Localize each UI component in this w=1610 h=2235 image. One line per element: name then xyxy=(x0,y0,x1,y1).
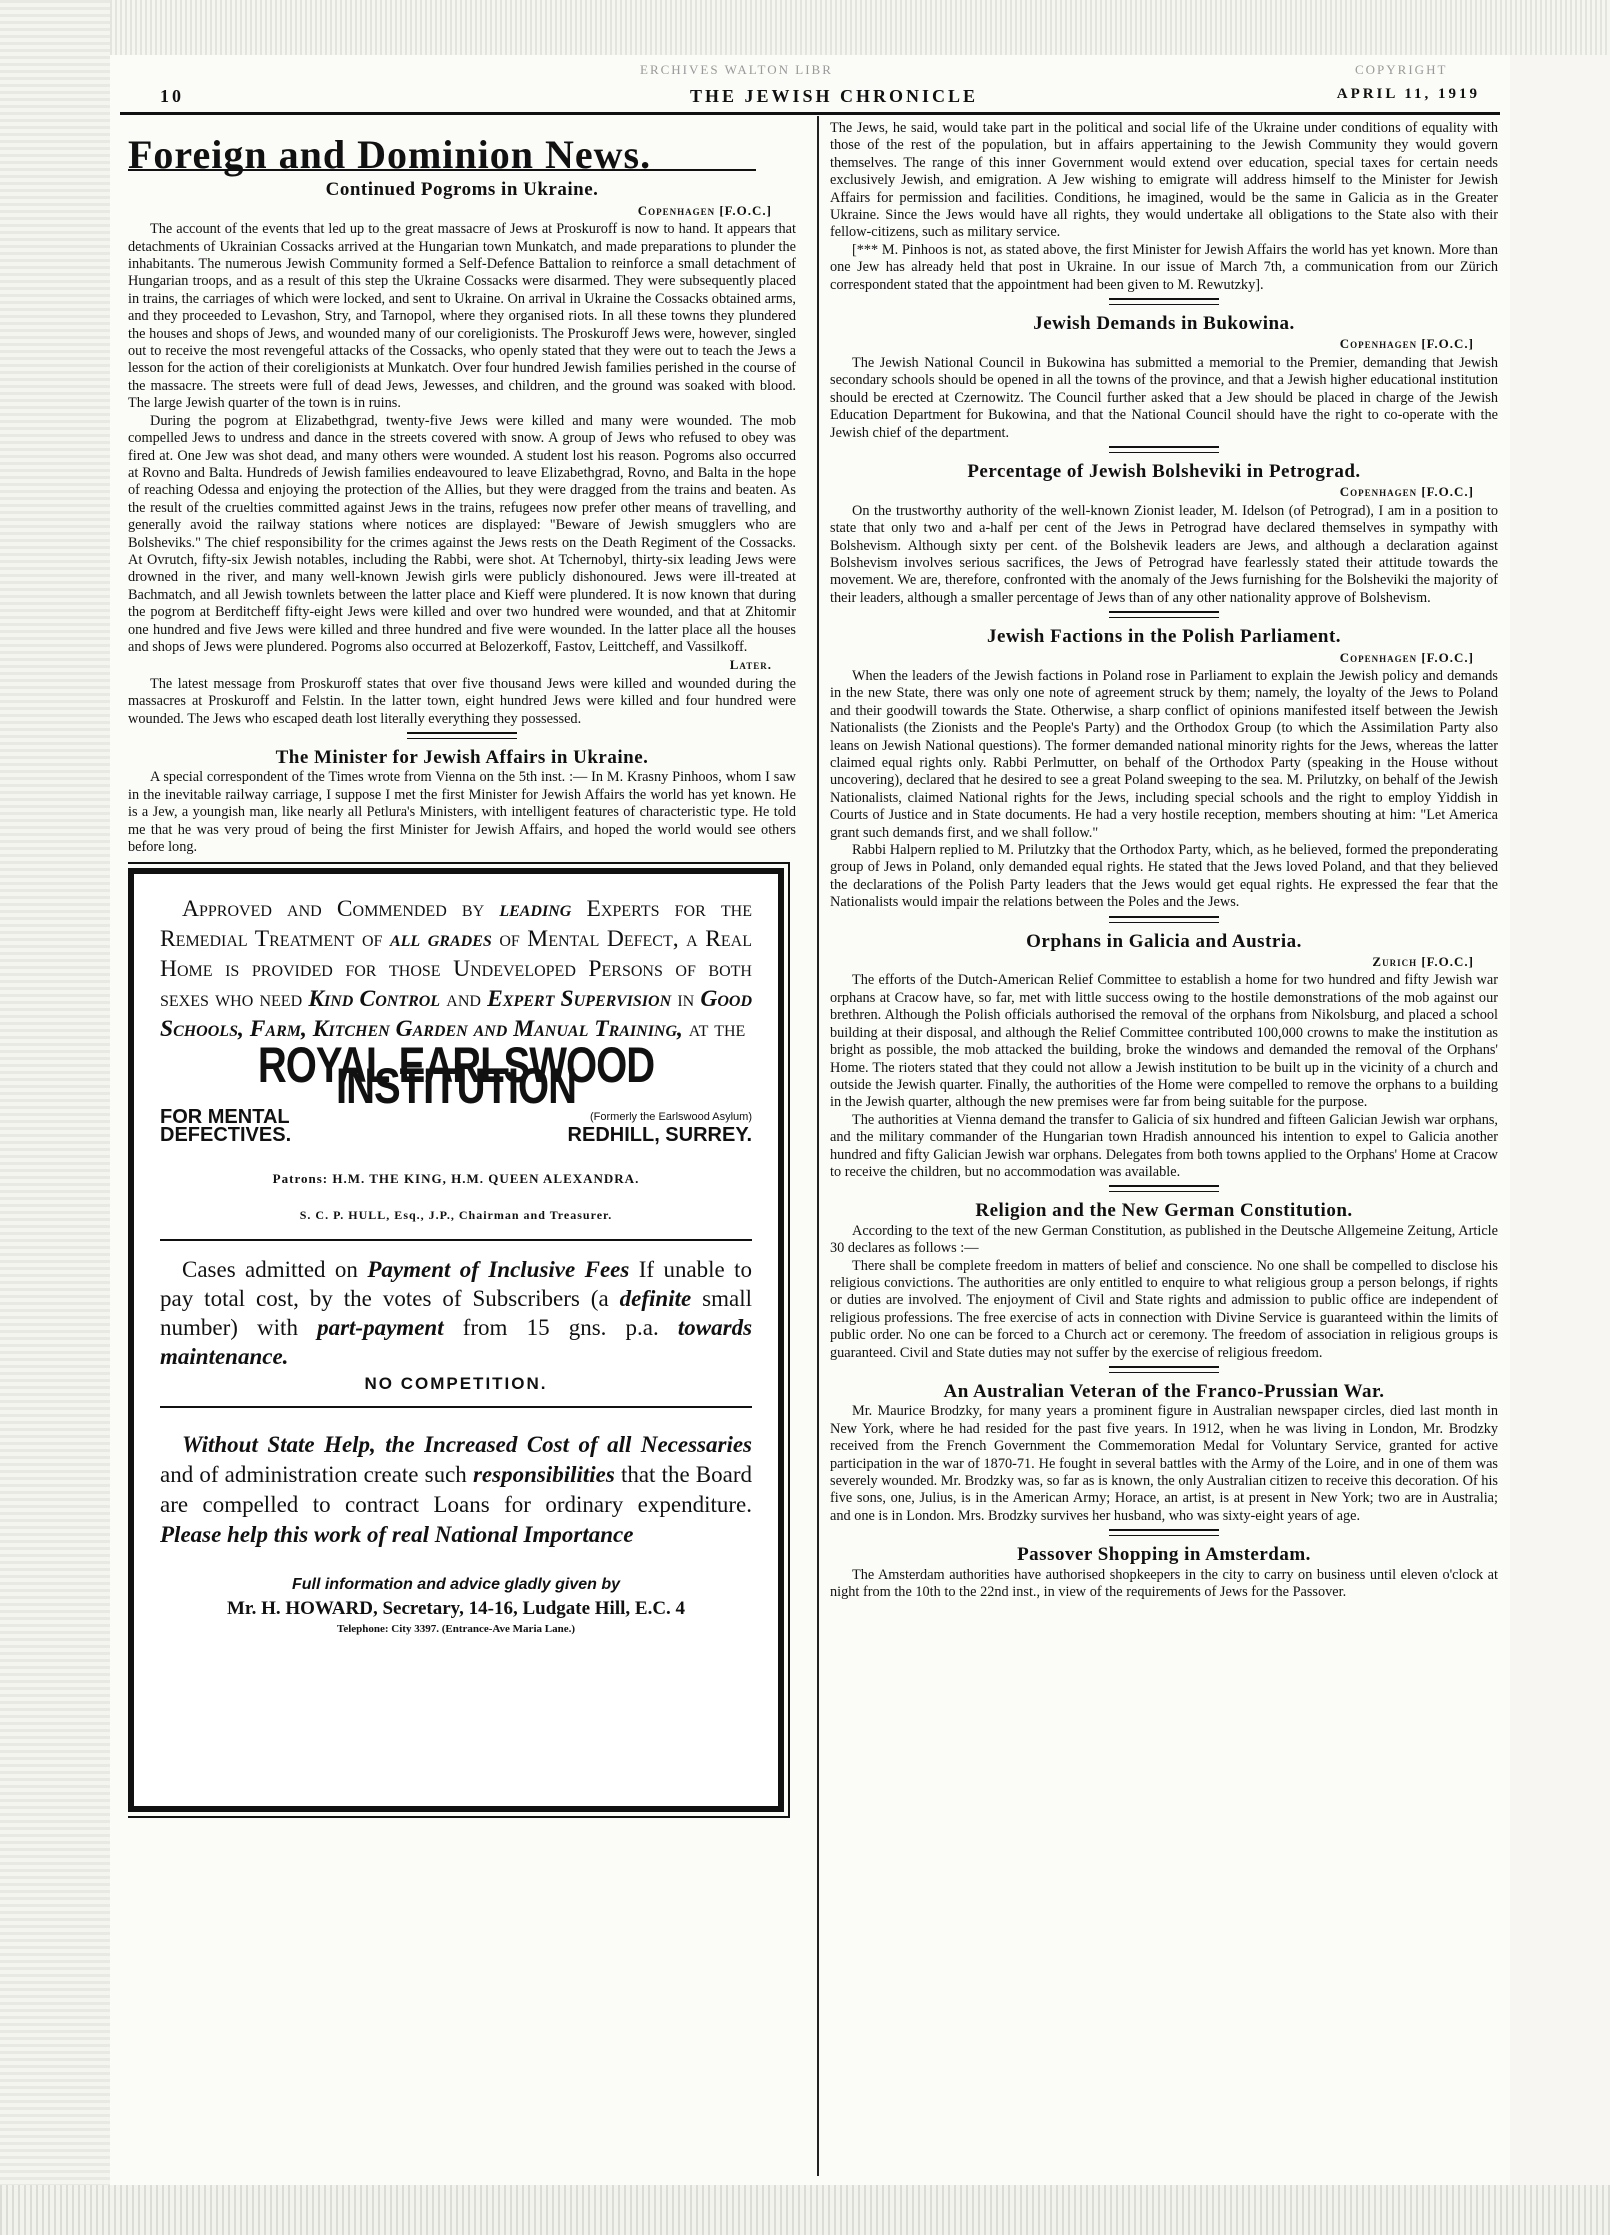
page-number: 10 xyxy=(160,86,184,106)
for-mental-label: FOR MENTAL xyxy=(160,1106,290,1129)
issue-date: APRIL 11, 1919 xyxy=(1336,86,1480,102)
ad-divider xyxy=(160,1406,752,1408)
article-paragraph: Mr. Maurice Brodzky, for many years a prominent figure in Australian newspaper circles, died last month in New York, where he had resided for the past five years. In 1912, when he was living in London, Mr. Brodzky received from the French Government the Commemoration Medal for Voluntary Service, granted for active participation in the war of 1870-71. He fought in several battles with the Army of the Loire, and in one of them was severely wounded. Mr. Brodzky was, so far as is known, the only Australian citizen to receive this decoration. Of his five sons, one, Julius, is in the American Army; Horace, an artist, is at present in New York; two are in Australia; and one is in London. Mrs. Brodzky survives her husband, who was sixty-eight years of age. xyxy=(830,1403,1498,1524)
article-paragraph: There shall be complete freedom in matters of belief and conscience. No one shall be compelled to disclose his religious convictions. The authorities are only entitled to enquire to what religious group a person belongs, if rights or duties are involved. The enjoyment of Civil and State rights and admission to public office are independent of religious professions. The free exercise of acts in connection with Divine Service is guaranteed within the limits of public order. No one can be forced to a Church act or ceremony. The freedom of association in religious groups is guaranteed. Civil and State duties may not suffer by the exercise of religious freedom. xyxy=(830,1257,1498,1361)
article-title-orphans: Orphans in Galicia and Austria. xyxy=(1026,930,1302,952)
article-paragraph: The authorities at Vienna demand the transfer to Galicia of six hundred and fifteen Galician Jewish war orphans, and the military commander of the Hungarian town Hradish announced his intention to expel to Galicia another hundred and fifty Galician Jewish war orphans. Delegates from both towns applied to the Orphans' Home at Cracow to receive the children, but no accommodation was available. xyxy=(830,1111,1498,1180)
column-divider xyxy=(817,116,819,2176)
article-paragraph: A special correspondent of the Times wrote from Vienna on the 5th inst. :— In M. Krasny Pinhoos, whom I saw in the inevitable railway carriage, I suppose I met the first Minister for Jewish Affairs the world has yet known. He is a Jew, a youngish man, like nearly all Petlura's Ministers, with intelligent features of characteristic type. He told me that he was very proud of being the first Minister for Jewish Affairs, and hoped the world would see others before long. xyxy=(128,769,796,856)
scan-margin-top xyxy=(0,0,1610,55)
institution-subtitle xyxy=(160,1106,752,1146)
article-paragraph: During the pogrom at Elizabethgrad, twenty-five Jews were killed and many were wounded. The mob compelled Jews to undress and dance in the streets covered with snow. A group of Jews who refused to obey was fired at. One Jew was shot dead, and many others were wounded. A student lost his reason. Pogroms also occurred at Rovno and Balta. Hundreds of Jewish families endeavoured to leave Elizabethgrad, Rovno, and Balta in the hope of reaching Odessa and enjoying the protection of the Allies, but they were dragged from the trains and beaten. As the result of the cruelties committed against Jews in the trains, refugees now prefer other means of travelling, and generally avoid the railway stations where notices are displayed: "Beware of Jewish smugglers who are Bolsheviks." The chief responsibility for the crimes against the Jews rests on the Death Regiment of the Cossacks. At Ovrutch, fifty-six Jewish notables, including the Rabbi, were shot. At Tchernobyl, thirty-six leading Jews were drowned in the river, and many well-known Jewish girls were publicly dishonoured. Jews were ill-treated at Bachmatch, and all Jewish townlets between the latter place and Kieff were plundered. It is now known that during the pogrom at Berditcheff fifty-eight Jews were killed and over two hundred were wounded, and that at Zhitomir one hundred and five Jews were killed and three hundred and five were wounded. In the latter place all the houses and shops of Jews were plundered. Pogroms also occurred at Belozerkoff, Fastov, Leittcheff, and Vassilkoff. xyxy=(128,412,796,655)
article-paragraph: The Jewish National Council in Bukowina has submitted a memorial to the Premier, demanding that Jewish secondary schools should be opened in all the towns of the province, and that a Jewish higher educational institution should be erected at Czernowitz. The Council further asked that a Jew should be placed in charge of the Jewish Education Department for Bukowina, and that the National Council should have the right to co-operate with the Jewish chief of the department. xyxy=(830,354,1498,441)
scan-margin-left xyxy=(0,0,110,2235)
article-title-minister: The Minister for Jewish Affairs in Ukraine. xyxy=(275,747,649,768)
article-dateline: Copenhagen [F.O.C.] xyxy=(637,202,772,218)
ornament-rule xyxy=(1109,1529,1219,1536)
article-paragraph: The account of the events that led up to the great massacre of Jews at Proskuroff is now to hand. It appears that detachments of Ukrainian Cossacks arrived at the Hungarian town Munkatch, and made preparations to plunder the inhabitants. The numerous Jewish Community formed a Self-Defence Battalion to reinforce a small detachment of Hungarian troops, and as a result of this step the Ukraine Cossacks were disarmed. They were subsequently placed in trains, the carriages of which were locked, and sent to Ukraine. On arrival in Ukraine the Cossacks obtained arms, and they proceeded to Levashon, Stry, and Tarnopol, where they organised riots. In all these towns they plundered the houses and shops of Jews, and wounded many of our coreligionists. The Proskuroff Jews were, however, singled out to receive the most revengeful attacks of the Cossacks, who openly stated that they were out to teach the Jews a lesson for the action of their coreligionists at Munkatch. Over four hundred Jewish families perished in the course of the massacre. The streets were full of dead Jews, Jewesses, and children, and the ground was soaked with blood. The large Jewish quarter of the town is in ruins. xyxy=(128,221,796,412)
article-paragraph: According to the text of the new German Constitution, as published in the Deutsche Allgemeine Zeitung, Article 30 declares as follows :— xyxy=(830,1222,1498,1257)
later-label: Later. xyxy=(729,657,772,673)
cases-text: Cases admitted on Payment of Inclusive Fees If unable to pay total cost, by the votes of Subscribers (a definite small number) with part-payment from 15 gns. p.a. towards maintenance. xyxy=(160,1256,753,1369)
ornament-rule xyxy=(1109,1185,1219,1192)
ad-divider xyxy=(160,1239,752,1241)
archive-stamp: ERCHIVES WALTON LIBR xyxy=(640,62,833,77)
earlswood-advertisement xyxy=(128,868,784,1812)
ornament-rule xyxy=(1109,1366,1219,1373)
ornament-rule xyxy=(1109,446,1219,453)
article-paragraph: The Jews, he said, would take part in the political and social life of the Ukraine under conditions of equality with those of the rest of the population, but in affairs appertaining to the Jewish Community they would govern themselves. The range of this inner Government would extend over education, special taxes for certain needs exclusively Jewish, and emigration. A Jew wishing to emigrate will address himself to the Minister for Jewish Affairs for permission and facilities. Conditions, he imagined, would be the same in Galicia as in the Greater Ukraine. Since the Jews would have all rights, they would undertake all obligations to the State also with their fellow-citizens, such as military service. xyxy=(830,120,1498,241)
article-dateline: Copenhagen [F.O.C.] xyxy=(1339,336,1474,352)
article-dateline: Copenhagen [F.O.C.] xyxy=(1339,484,1474,500)
article-title-pogroms: Continued Pogroms in Ukraine. xyxy=(325,179,599,201)
telephone-line: Telephone: City 3397. (Entrance-Ave Maria Lane.) xyxy=(337,1623,575,1636)
ornament-rule xyxy=(1109,916,1219,923)
article-paragraph: Rabbi Halpern replied to M. Prilutzky that the Orthodox Party, which, as he believed, formed the preponderating group of Jews in Poland, only demanded equal rights. He stated that the Jews loved Poland, and that they believed the declarations of the Polish Party leaders that the Jews would get equal rights. He expressed the fear that the Nationalists would impair the relations between the Poles and the Jews. xyxy=(830,842,1498,911)
article-paragraph: The Amsterdam authorities have authorised shopkeepers in the city to carry on business until eleven o'clock at night from the 10th to the 22nd inst., in view of the requirements of Jews for the Passover. xyxy=(830,1566,1498,1601)
running-header xyxy=(120,84,1500,115)
article-dateline: Zurich [F.O.C.] xyxy=(1372,954,1474,970)
ornament-rule xyxy=(1109,611,1219,618)
section-title: Foreign and Dominion News. xyxy=(128,146,796,171)
article-paragraph: The latest message from Proskuroff states that over five thousand Jews were killed and wounded during the massacres at Proskuroff and Felstin. In the latter town, eight hundred Jews were killed and four hundred were wounded. The Jews who escaped death lost literally everything they possessed. xyxy=(128,675,796,727)
copyright-stamp: COPYRIGHT xyxy=(1355,62,1448,77)
location-label: REDHILL, SURREY. xyxy=(567,1123,752,1146)
defectives-label: DEFECTIVES. xyxy=(160,1123,292,1146)
ornament-rule xyxy=(407,732,517,739)
patrons-line: Patrons: H.M. THE KING, H.M. QUEEN ALEXANDRA. xyxy=(272,1171,640,1187)
article-title-bolsheviki: Percentage of Jewish Bolsheviki in Petrograd. xyxy=(967,460,1361,482)
paper-title: THE JEWISH CHRONICLE xyxy=(690,86,979,106)
article-paragraph: [*** M. Pinhoos is not, as stated above, the first Minister for Jewish Affairs the world has yet known. More than one Jew has already held that post in Ukraine. In our issue of March 7th, a communication from our Zürich correspondent stated that the appointment had been given to M. Rewutzky]. xyxy=(830,241,1498,293)
no-competition: NO COMPETITION. xyxy=(364,1373,548,1393)
secretary-line: Mr. H. HOWARD, Secretary, 14-16, Ludgate Hill, E.C. 4 xyxy=(226,1597,686,1619)
formerly-label: (Formerly the Earlswood Asylum) xyxy=(590,1111,752,1124)
left-column xyxy=(128,120,796,2170)
help-text: Without State Help, the Increased Cost of all Necessaries and of administration create such responsibilities that the Board are compelled to contract Loans for ordinary expenditure. Please help this work of real National Importance xyxy=(160,1432,753,1548)
article-title-polish-parliament: Jewish Factions in the Polish Parliament. xyxy=(986,626,1342,648)
right-column xyxy=(830,120,1498,2170)
article-paragraph: The efforts of the Dutch-American Relief Committee to establish a home for two hundred and fifty Jewish war orphans at Cracow have, so far, met with little success owing to the hostile demonstrations of the mob against our brethren. Although the Polish officials authorised the removal of the orphans from Nikolsburg, and placed a school building at their disposal, and although the Relief Committee contributed 100,000 crowns to make the institution as bright as possible, the mob attacked the building, broke the windows and demanded the removal of the Orphans' Home. The rioters stated that they could not allow a Jewish institution to be built up in the vicinity of a church and outside the Jewish quarter. Finally, the authorities of the Home were compelled to remove the orphans to a building in the Jewish quarter, although the new premises were far from being suitable for the purpose. xyxy=(830,972,1498,1111)
chairman-line: S. C. P. HULL, Esq., J.P., Chairman and Treasurer. xyxy=(299,1208,613,1223)
info-line: Full information and advice gladly given by xyxy=(291,1576,621,1594)
article-title-veteran: An Australian Veteran of the Franco-Prussian War. xyxy=(943,1381,1385,1402)
scan-margin-bottom xyxy=(0,2185,1610,2235)
article-title-bukowina: Jewish Demands in Bukowina. xyxy=(1033,313,1295,335)
article-title-passover: Passover Shopping in Amsterdam. xyxy=(1017,1544,1311,1566)
ornament-rule xyxy=(1109,298,1219,305)
ad-lead-text: Approved and Commended by leading Experts for the Remedial Treatment of all grades of Mental Defect, a Real Home is provided for those Undeveloped Persons of both sexes who need Kind Control and Expert Supervision in Good Schools, Farm, Kitchen Garden and Manual Training, at the xyxy=(160,896,753,1043)
article-paragraph: When the leaders of the Jewish factions in Poland rose in Parliament to explain the Jewish policy and demands in the new State, there was only one note of agreement struck by them; namely, the loyalty of the Jews to Poland and their goodwill towards the State. Otherwise, a sharp conflict of opinions manifested itself between the Jewish Nationalists (the Zionists and the People's Party) and the Orthodox Group (to which the Assimilation Party also leans on Jewish National questions). The former demanded national minority rights for the Jews, whereas the latter claimed equal rights only. Rabbi Perlmutter, on behalf of the Orthodox Party (speaking in the House without uncovering), declared that he desired to see a great Poland sweeping to the sea. M. Prilutzky, on behalf of the Jewish Nationalists, claimed National rights for the Jews, including special schools and the right to employ Yiddish in Courts of Justice and in State documents. He had a very hostile reception, members shouting at him: "Let America grant such demands first, and we shall follow." xyxy=(830,667,1498,841)
institution-name: ROYAL EARLSWOOD INSTITUTION xyxy=(257,1038,655,1116)
article-dateline: Copenhagen [F.O.C.] xyxy=(1339,649,1474,665)
article-paragraph: On the trustworthy authority of the well-known Zionist leader, M. Idelson (of Petrograd), I am in a position to state that only two and a-half per cent of the Jews in Petrograd have declared themselves in sympathy with Bolshevism. Although sixty per cent. of the Bolshevik leaders are Jews, and although a declaration against Bolshevism involves serious sacrifices, the Jews of Petrograd have fearlessly stated their attitude towards the movement. We are, therefore, confronted with the anomaly of the Jews furnishing for the Bolsheviki the majority of their leaders, although a smaller percentage of Jews than of any other nationality approve of Bolshevism. xyxy=(830,502,1498,606)
article-title-constitution: Religion and the New German Constitution. xyxy=(975,1200,1353,1222)
